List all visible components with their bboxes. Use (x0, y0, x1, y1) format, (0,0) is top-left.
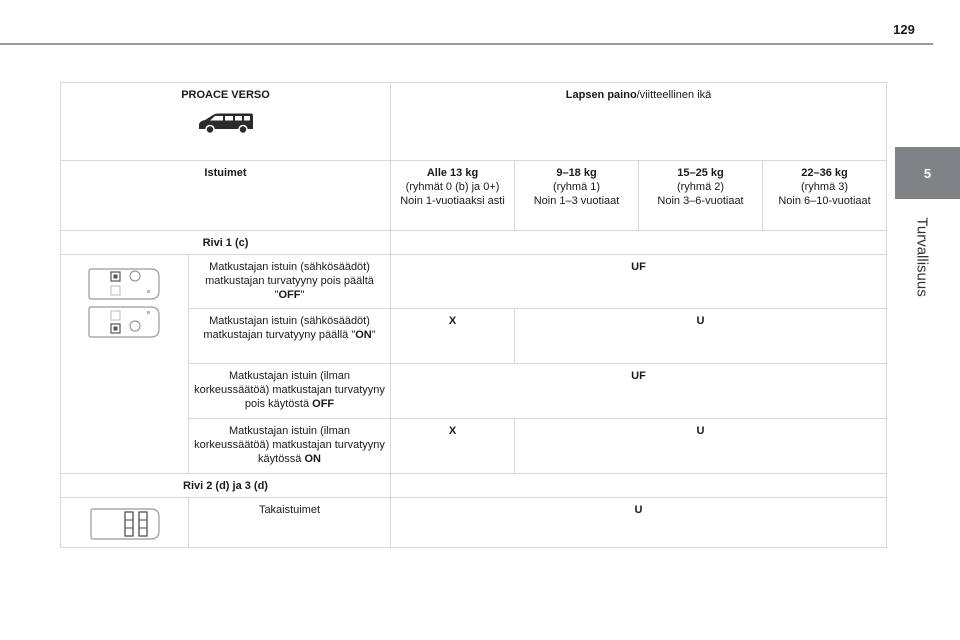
group-cell (391, 161, 515, 231)
weight-header-bold: Lapsen paino (565, 89, 637, 101)
seat-text-end: " (371, 329, 376, 341)
seat-description (189, 364, 391, 419)
suitability-value: UF (391, 364, 887, 419)
suitability-value: X (391, 419, 515, 474)
row2-diagram-cell (61, 498, 189, 548)
airbag-state: ON (304, 453, 321, 465)
group-weight: 9–18 kg (556, 167, 597, 179)
airbag-state: OFF (312, 398, 335, 410)
seat-description (189, 309, 391, 364)
seat-text-end: " (300, 289, 305, 301)
group-class: (ryhmät 0 (b) ja 0+) (405, 181, 500, 193)
groups-row (61, 161, 887, 231)
group-age: Noin 3–6-vuotiaat (657, 195, 744, 207)
seat-description (189, 419, 391, 474)
group-weight: 15–25 kg (677, 167, 724, 179)
table-row (61, 255, 887, 309)
group-cell (515, 161, 639, 231)
chapter-label (915, 212, 929, 302)
seat-text: Matkustajan istuin (ilman korkeussäätöä) matkustajan turvatyyny pois käytöstä (194, 370, 385, 410)
header-rule (0, 43, 933, 45)
group-age: Noin 1-vuotiaaksi asti (400, 195, 505, 207)
row2-header (61, 474, 887, 498)
row1-header-empty (391, 231, 887, 255)
suitability-value: U (515, 309, 887, 364)
suitability-value: X (391, 309, 515, 364)
row1-diagram-cell (61, 255, 189, 474)
front-seat-diagram-icon (85, 263, 165, 343)
chapter-tab[interactable]: 5 (895, 147, 960, 199)
group-weight: 22–36 kg (801, 167, 848, 179)
vehicle-cell (61, 83, 391, 161)
group-class: (ryhmä 2) (676, 181, 725, 193)
suitability-value: U (391, 498, 887, 548)
weight-header-cell (391, 83, 887, 161)
child-seat-table (60, 82, 887, 548)
seat-description (189, 255, 391, 309)
seat-text: Matkustajan istuin (ilman korkeussäätöä) matkustajan turvatyyny käytössä (194, 425, 385, 465)
table-row (61, 498, 887, 548)
group-cell (639, 161, 763, 231)
group-class: (ryhmä 1) (552, 181, 601, 193)
group-age: Noin 6–10-vuotiaat (778, 195, 871, 207)
row2-header-empty (391, 474, 887, 498)
page-number: 129 (893, 22, 915, 37)
suitability-value: UF (391, 255, 887, 309)
airbag-state: OFF (278, 289, 301, 301)
airbag-state: ON (355, 329, 372, 341)
group-class: (ryhmä 3) (800, 181, 849, 193)
row1-label: Rivi 1 (c) (61, 231, 391, 255)
table-header-row (61, 83, 887, 161)
row2-label: Rivi 2 (d) ja 3 (d) (61, 474, 391, 498)
seat-text: Matkustajan istuin (sähkösäädöt) matkustajan turvatyyny päällä " (203, 315, 370, 341)
group-age: Noin 1–3 vuotiaat (533, 195, 620, 207)
rear-seat-diagram-icon (87, 506, 163, 542)
van-icon (196, 110, 256, 136)
seat-description: Takaistuimet (189, 498, 391, 548)
row1-header (61, 231, 887, 255)
vehicle-name: PROACE VERSO (181, 89, 270, 101)
seat-text: Matkustajan istuin (sähkösäädöt) matkustajan turvatyyny pois päältä " (205, 261, 374, 301)
group-weight: Alle 13 kg (426, 167, 479, 179)
chapter-label-text: Turvallisuus (913, 217, 931, 297)
seats-label: Istuimet (61, 161, 391, 231)
suitability-value: U (515, 419, 887, 474)
group-cell (763, 161, 887, 231)
weight-header-rest: /viitteellinen ikä (636, 89, 712, 101)
